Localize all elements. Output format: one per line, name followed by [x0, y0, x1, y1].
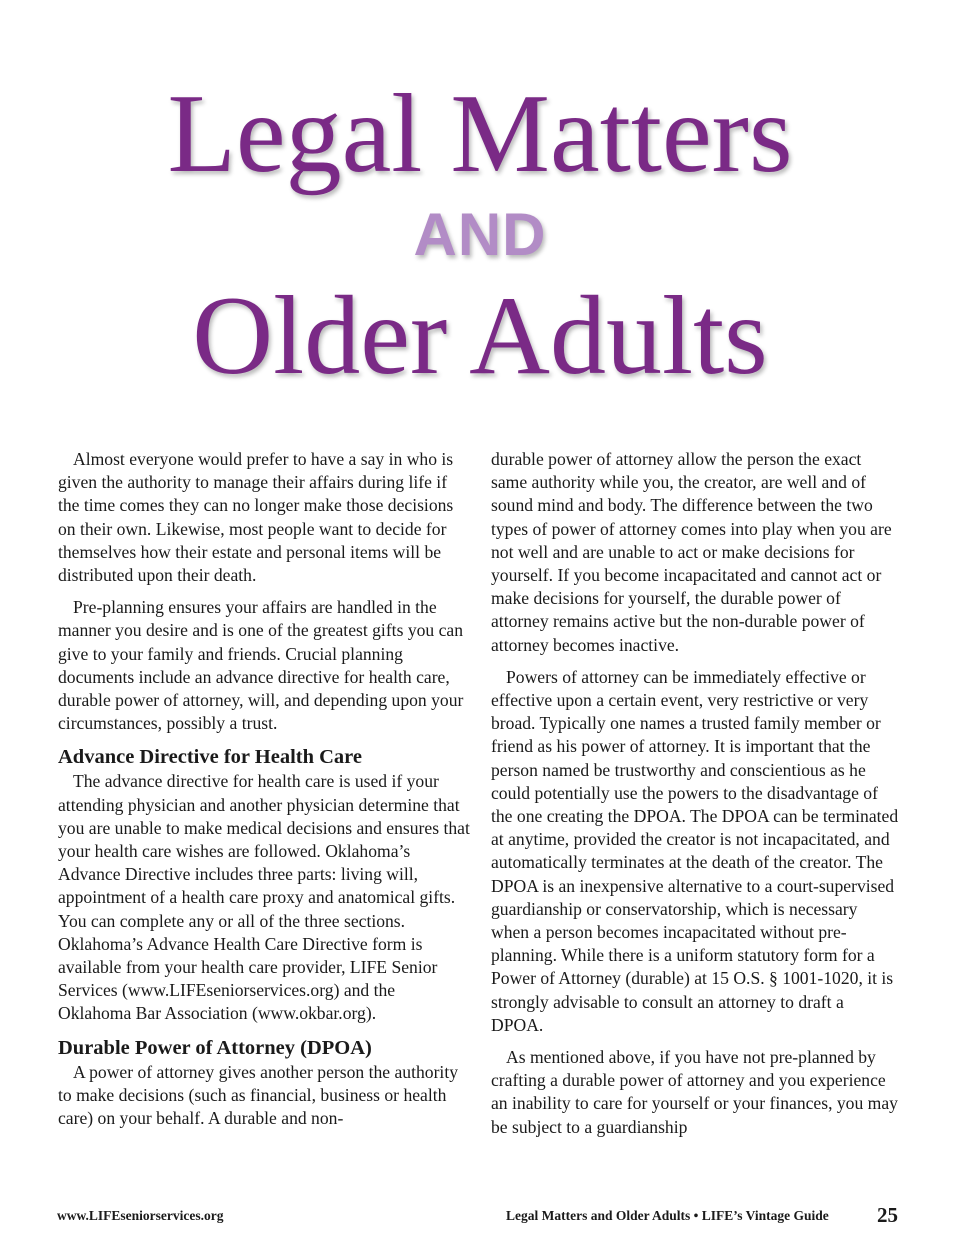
footer-url: www.LIFEseniorservices.org	[57, 1208, 224, 1223]
title-line-3: Older Adults	[192, 274, 768, 398]
paragraph: durable power of attorney allow the person the exact same authority while you, the creator, are well and of sound mind and body. The difference between the two types of power of attorney comes into play when you are not well and are unable to act or make decisions for yourself. If you become incapacitated and cannot act or make decisions for yourself, the durable power of attorney remains active but the non-durable power of attorney becomes inactive.	[491, 449, 892, 655]
right-column	[491, 448, 899, 1148]
paragraph: As mentioned above, if you have not pre-planned by crafting a durable power of attorney and you experience an inability to care for yourself or your finances, you may be subject to a guardianship	[491, 1047, 898, 1137]
paragraph: Almost everyone would prefer to have a say in who is given the authority to manage their affairs during life if the time comes they can no longer make those decisions on their own. Likewise, most people want to decide for themselves how their estate and personal items will be distributed upon their death.	[58, 449, 454, 586]
left-column	[58, 448, 472, 1139]
section-heading: Advance Directive for Health Care	[58, 746, 363, 769]
footer-guide-title: Legal Matters and Older Adults • LIFE’s Vintage Guide	[506, 1208, 829, 1223]
paragraph: The advance directive for health care is used if your attending physician and another physician determine that you are unable to make medical decisions and ensures that your health care wishes are followed. Oklahoma’s Advance Directive includes three parts: living will, appointment of a health care proxy and anatomical gifts. You can complete any or all of the three sections. Oklahoma’s Advance Health Care Directive form is available from your health care provider, LIFE Senior Services (www.LIFEseniorservices.org) and the Oklahoma Bar Association (www.okbar.org).	[58, 771, 470, 1024]
page-number: 25	[877, 1203, 898, 1227]
paragraph: A power of attorney gives another person the authority to make decisions (such as financial, business or health care) on your behalf. A durable and non-	[58, 1061, 459, 1129]
paragraph: Pre-planning ensures your affairs are handled in the manner you desire and is one of the greatest gifts you can give to your family and friends. Crucial planning documents include an advance directive for health care, durable power of attorney, will, and depending upon your circumstances, possibly a trust.	[58, 597, 464, 734]
paragraph: Powers of attorney can be immediately effective or effective upon a certain event, very restrictive or very broad. Typically one names a trusted family member or friend as his power of attorney. It is important that the person named be trustworthy and conscientious as he could potentially use the powers to the disadvantage of the one creating the DPOA. The DPOA can be terminated at anytime, provided the creator is not incapacitated, and automatically terminates at the death of the creator. The DPOA is an inexpensive alternative to a court-supervised guardianship or conservatorship, which is necessary when a person becomes incapacitated without pre-planning. While there is a uniform statutory form for a Power of Attorney (durable) at 15 O.S. § 1001-1020, it is strongly advisable to consult an attorney to draft a DPOA.	[491, 666, 899, 1035]
title-and: AND	[413, 201, 547, 268]
section-heading: Durable Power of Attorney (DPOA)	[58, 1036, 372, 1059]
title-line-1: Legal Matters	[167, 72, 793, 196]
